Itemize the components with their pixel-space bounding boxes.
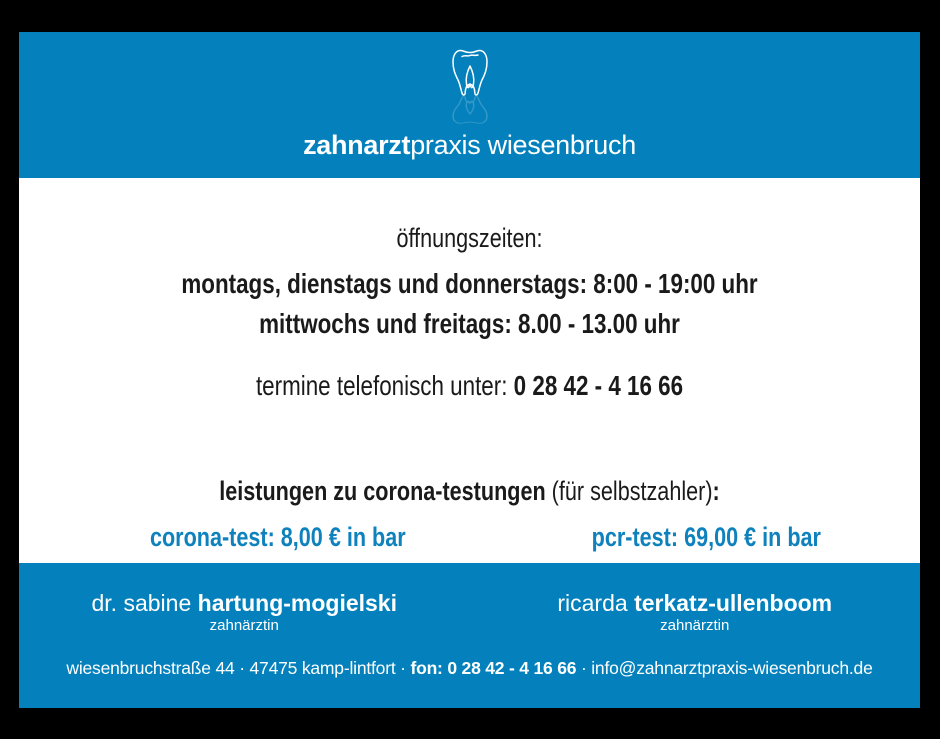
- corona-test-price: corona-test: 8,00 € in bar: [150, 522, 406, 552]
- doctor-first-name: ricarda: [557, 590, 635, 616]
- appointment-line: [109, 368, 830, 404]
- doctor-first-name: dr. sabine: [91, 590, 198, 616]
- test-prices-row: [19, 520, 920, 554]
- corona-heading-colon: :: [712, 476, 720, 506]
- corona-test-column: [64, 520, 492, 554]
- practice-title: [303, 132, 636, 159]
- main-content: [19, 178, 920, 563]
- practice-title-regular: praxis wiesenbruch: [410, 130, 636, 160]
- doctors-row: [19, 589, 920, 635]
- doctor-terkatz-ullenboom: [470, 589, 921, 635]
- doctor-title: zahnärztin: [660, 617, 730, 634]
- corona-heading-regular: (für selbstzahler): [545, 476, 713, 506]
- corona-heading-bold: leistungen zu corona-testungen: [219, 476, 546, 506]
- address-line: [19, 657, 920, 679]
- opening-hours-heading: öffnungszeiten:: [396, 223, 543, 253]
- opening-hours-line-1: montags, dienstags und donnerstags: 8:00 - 19:00 uhr: [181, 268, 758, 299]
- doctor-name: [19, 589, 470, 617]
- doctor-hartung-mogielski: [19, 589, 470, 635]
- opening-hours-line-2: mittwochs und freitags: 8.00 - 13.00 uhr: [259, 308, 680, 339]
- footer: [19, 563, 920, 708]
- doctor-last-name: terkatz-ullenboom: [634, 590, 833, 616]
- corona-services-heading: [109, 474, 830, 508]
- doctor-title: zahnärztin: [209, 617, 279, 634]
- address-separator: ·: [576, 658, 592, 678]
- tooth-logo-icon: [450, 46, 490, 130]
- street-city: wiesenbruchstraße 44 · 47475 kamp-lintfort ·: [66, 658, 411, 678]
- doctor-last-name: hartung-mogielski: [197, 590, 397, 616]
- content-panel: [19, 32, 920, 708]
- appointment-label: termine telefonisch unter:: [255, 370, 514, 401]
- email-address[interactable]: info@zahnarztpraxis-wiesenbruch.de: [591, 658, 873, 678]
- practice-title-bold: zahnarzt: [303, 130, 411, 160]
- pcr-test-price: pcr-test: 69,00 € in bar: [591, 522, 821, 552]
- pcr-test-column: [492, 520, 920, 554]
- footer-phone: fon: 0 28 42 - 4 16 66: [410, 658, 577, 678]
- doctor-name: [470, 589, 921, 617]
- header: [19, 32, 920, 178]
- appointment-phone-number: 0 28 42 - 4 16 66: [513, 370, 684, 401]
